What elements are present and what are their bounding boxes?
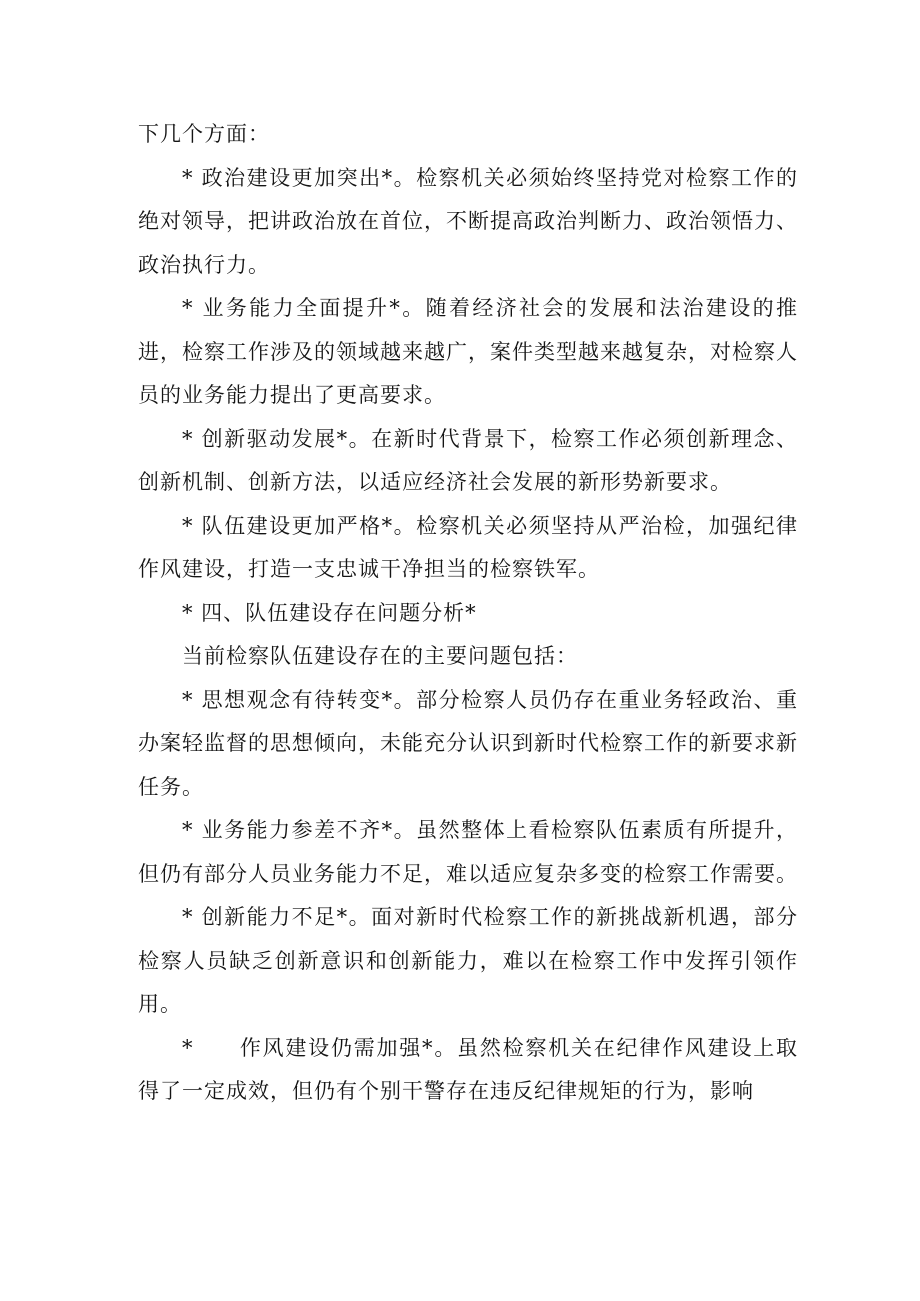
paragraph-business-ability: * 业务能力全面提升*。随着经济社会的发展和法治建设的推进，检察工作涉及的领域越来越广，案件类型越来越复杂，对检察人员的业务能力提出了更高要求。 (138, 296, 798, 407)
paragraph-uneven-ability: * 业务能力参差不齐*。虽然整体上看检察队伍素质有所提升，但仍有部分人员业务能力不足，难以适应复杂多变的检察工作需要。 (138, 818, 798, 886)
paragraph-innovation-driven: * 创新驱动发展*。在新时代背景下，检察工作必须创新理念、创新机制、创新方法，以适应经济社会发展的新形势新要求。 (138, 426, 798, 494)
paragraph-political-construction: * 政治建设更加突出*。检察机关必须始终坚持党对检察工作的绝对领导，把讲政治放在首位，不断提高政治判断力、政治领悟力、政治执行力。 (138, 165, 798, 277)
paragraph-ideology: * 思想观念有待转变*。部分检察人员仍存在重业务轻政治、重办案轻监督的思想倾向，未能充分认识到新时代检察工作的新要求新任务。 (138, 687, 798, 799)
paragraph-team-strict: * 队伍建设更加严格*。检察机关必须坚持从严治检，加强纪律作风建设，打造一支忠诚干净担当的检察铁军。 (138, 513, 798, 581)
document-body (138, 113, 798, 1114)
paragraph-lack-innovation: * 创新能力不足*。面对新时代检察工作的新挑战新机遇，部分检察人员缺乏创新意识和创新能力，难以在检察工作中发挥引领作用。 (138, 905, 798, 1016)
paragraph-work-style: * 作风建设仍需加强*。虽然检察机关在纪律作风建设上取得了一定成效，但仍有个别干警存在违反纪律规矩的行为，影响 (138, 1035, 798, 1103)
section-heading-problems: * 四、队伍建设存在问题分析* (182, 600, 477, 625)
paragraph-problems-intro: 当前检察队伍建设存在的主要问题包括： (182, 644, 578, 668)
paragraph-intro-continuation: 下几个方面： (138, 122, 270, 146)
